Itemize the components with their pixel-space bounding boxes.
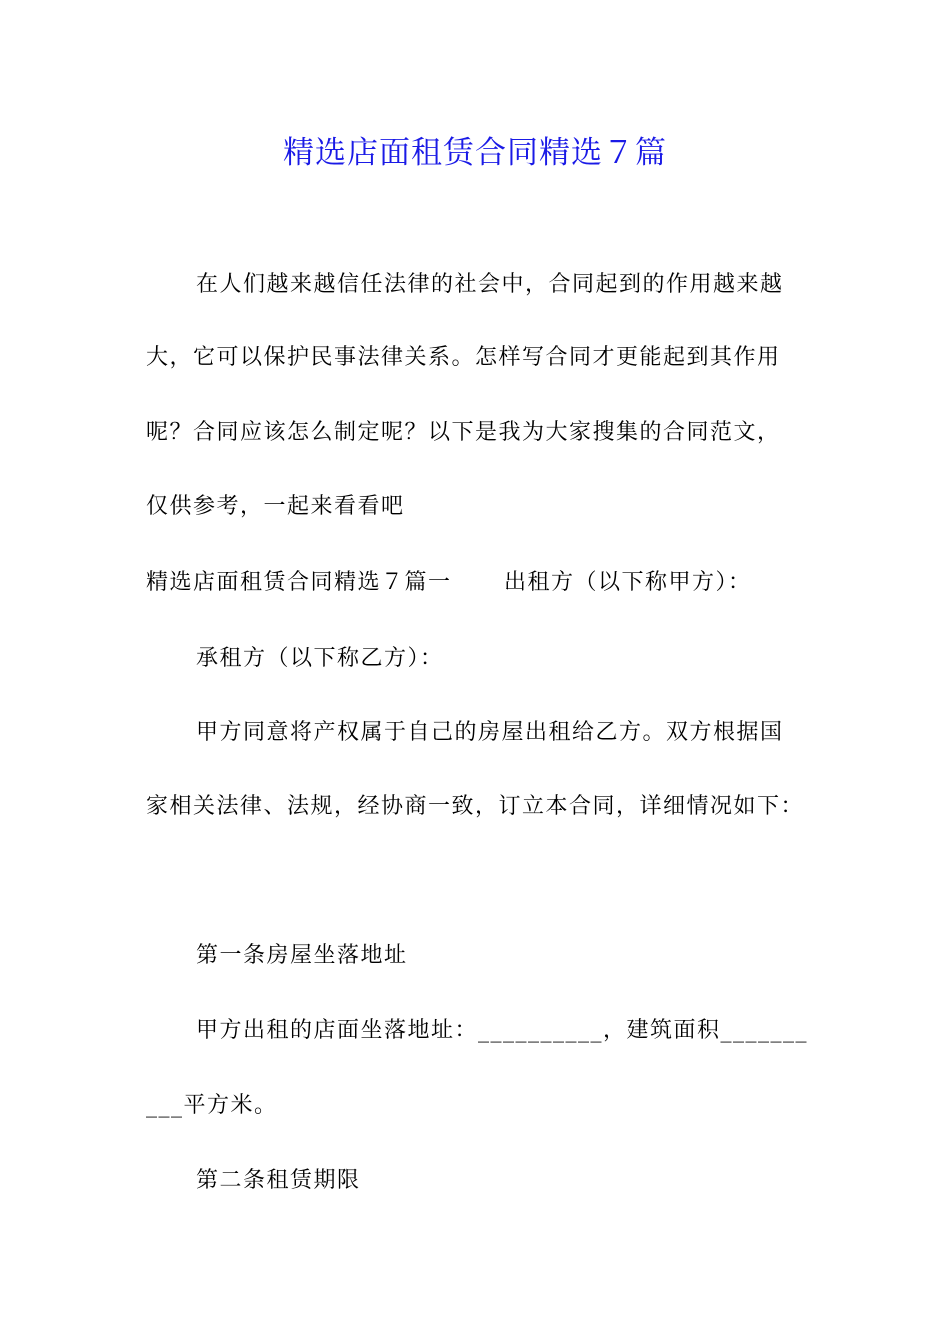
agreement-line-1: 甲方同意将产权属于自己的房屋出租给乙方。双方根据国 — [196, 720, 784, 745]
document-title: 精选店面租赁合同精选７篇 — [283, 135, 667, 171]
intro-paragraph-line-3: 呢？合同应该怎么制定呢？以下是我为大家搜集的合同范文， — [146, 420, 781, 445]
article-2-heading: 第二条租赁期限 — [196, 1168, 361, 1193]
article-1-line-1: 甲方出租的店面坐落地址：__________，建筑面积_______ — [196, 1018, 809, 1043]
article-1-line-2: ___平方米。 — [146, 1093, 278, 1118]
agreement-line-2: 家相关法律、法规，经协商一致，订立本合同，详细情况如下： — [146, 794, 805, 819]
intro-paragraph-line-4: 仅供参考，一起来看看吧 — [146, 494, 405, 519]
lessor-label: 出租方（以下称甲方）： — [504, 570, 752, 595]
lessee-label: 承租方（以下称乙方）： — [196, 646, 444, 671]
article-1-heading: 第一条房屋坐落地址 — [196, 943, 408, 968]
intro-paragraph-line-1: 在人们越来越信任法律的社会中，合同起到的作用越来越 — [196, 272, 784, 297]
intro-paragraph-line-2: 大，它可以保护民事法律关系。怎样写合同才更能起到其作用 — [146, 345, 781, 370]
section-heading: 精选店面租赁合同精选７篇一 — [146, 570, 452, 595]
